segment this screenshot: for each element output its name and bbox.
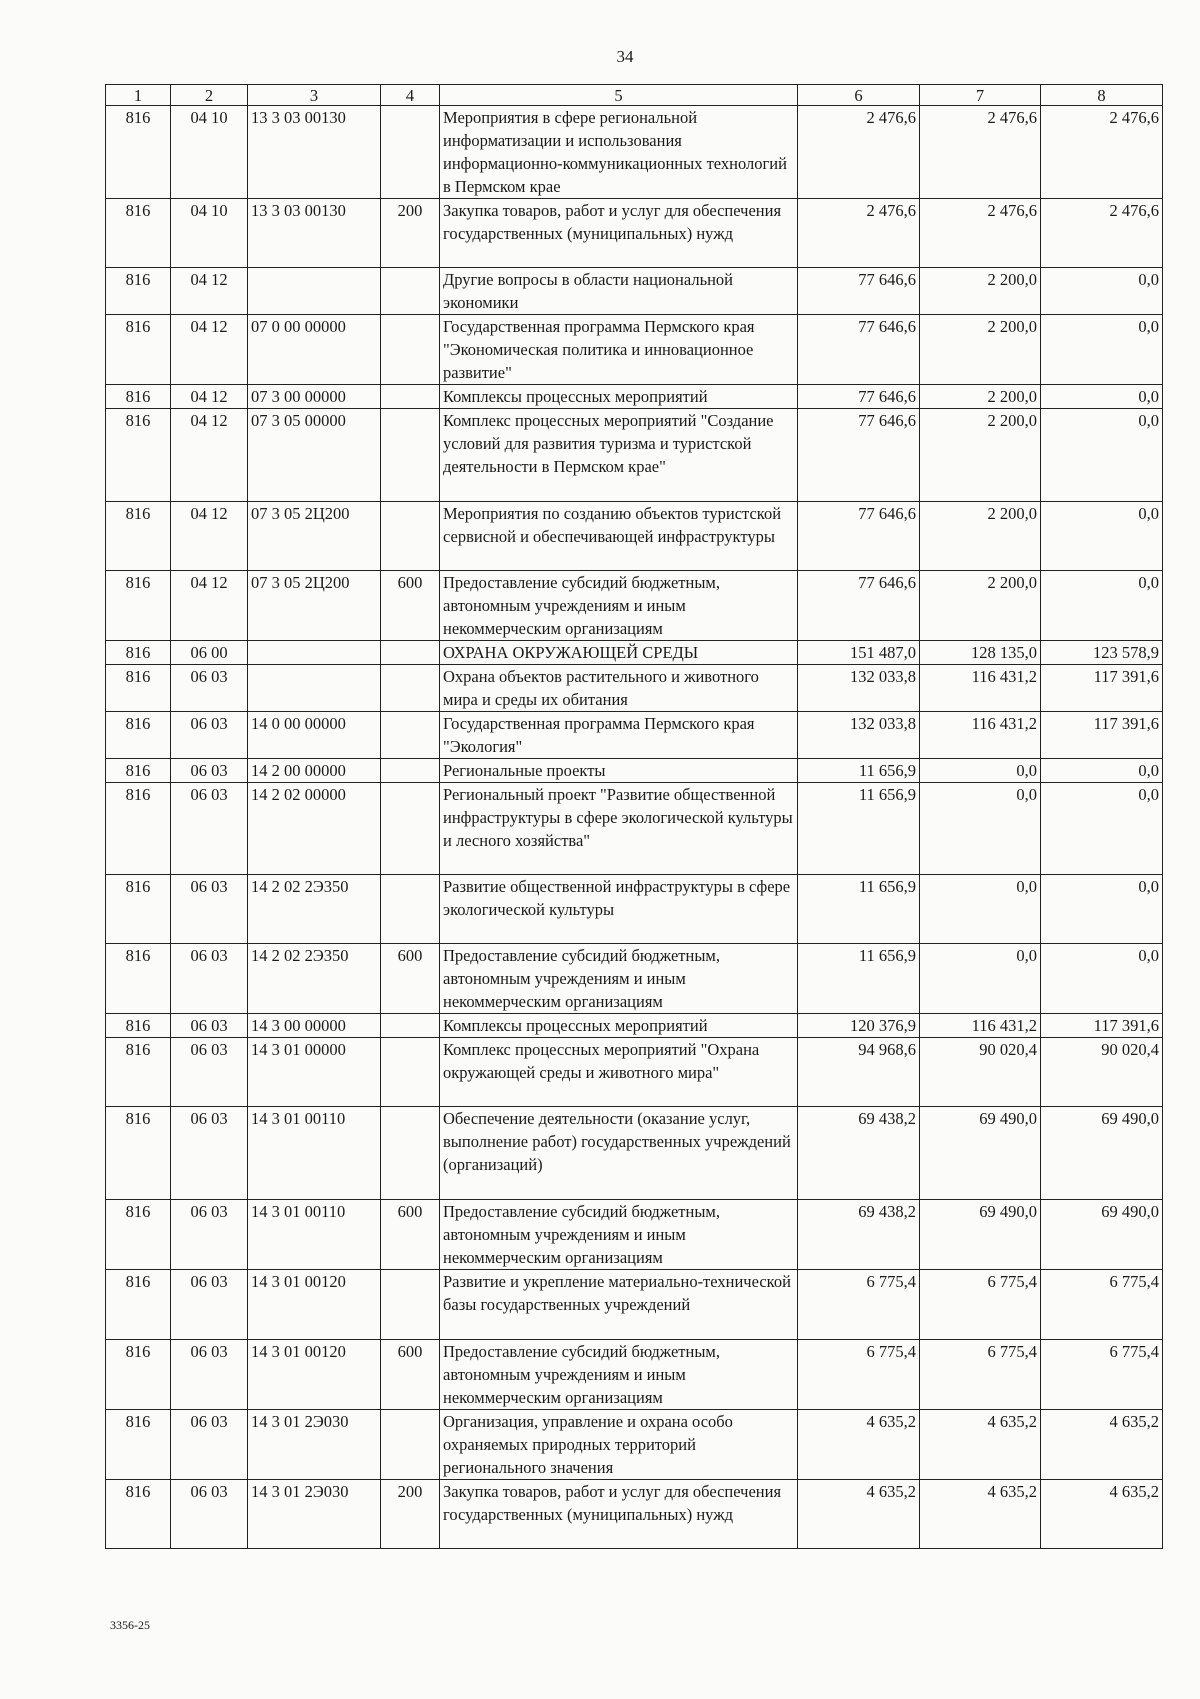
description-cell: Региональные проекты <box>440 759 798 783</box>
table-row <box>106 944 1163 1014</box>
expense-type-cell <box>381 1410 440 1480</box>
admin-code-cell: 816 <box>106 315 171 385</box>
amount-2026-cell: 0,0 <box>920 875 1041 944</box>
target-article-cell: 13 3 03 00130 <box>248 106 381 199</box>
table-row <box>106 875 1163 944</box>
amount-2026-cell: 2 200,0 <box>920 571 1041 641</box>
section-code-cell: 06 03 <box>171 1014 248 1038</box>
amount-2025-cell: 4 635,2 <box>798 1410 920 1480</box>
header-cell: 7 <box>920 85 1041 106</box>
description-cell: Охрана объектов растительного и животного мира и среды их обитания <box>440 665 798 712</box>
expense-type-cell <box>381 502 440 571</box>
table-row <box>106 385 1163 409</box>
amount-2026-cell: 2 200,0 <box>920 268 1041 315</box>
description-cell: Предоставление субсидий бюджетным, автономным учреждениям и иным некоммерческим организациям <box>440 571 798 641</box>
section-code-cell: 04 12 <box>171 409 248 502</box>
amount-2026-cell: 116 431,2 <box>920 712 1041 759</box>
description-cell: Организация, управление и охрана особо охраняемых природных территорий регионального значения <box>440 1410 798 1480</box>
amount-2025-cell: 11 656,9 <box>798 783 920 875</box>
target-article-cell: 14 3 01 00110 <box>248 1107 381 1200</box>
section-code-cell: 06 03 <box>171 1200 248 1270</box>
description-cell: Мероприятия по созданию объектов туристской сервисной и обеспечивающей инфраструктуры <box>440 502 798 571</box>
table-row <box>106 1410 1163 1480</box>
amount-2026-cell: 2 200,0 <box>920 502 1041 571</box>
amount-2025-cell: 77 646,6 <box>798 268 920 315</box>
admin-code-cell: 816 <box>106 502 171 571</box>
admin-code-cell: 816 <box>106 712 171 759</box>
target-article-cell: 14 0 00 00000 <box>248 712 381 759</box>
section-code-cell: 06 03 <box>171 1107 248 1200</box>
amount-2026-cell: 6 775,4 <box>920 1340 1041 1410</box>
amount-2026-cell: 116 431,2 <box>920 665 1041 712</box>
target-article-cell: 14 2 02 2Э350 <box>248 944 381 1014</box>
header-cell: 5 <box>440 85 798 106</box>
amount-2027-cell: 2 476,6 <box>1041 106 1163 199</box>
target-article-cell: 07 3 00 00000 <box>248 385 381 409</box>
amount-2027-cell: 69 490,0 <box>1041 1200 1163 1270</box>
expense-type-cell <box>381 1107 440 1200</box>
description-cell: Предоставление субсидий бюджетным, автономным учреждениям и иным некоммерческим организациям <box>440 1340 798 1410</box>
section-code-cell: 04 12 <box>171 385 248 409</box>
target-article-cell: 14 3 01 00110 <box>248 1200 381 1270</box>
amount-2025-cell: 11 656,9 <box>798 944 920 1014</box>
amount-2026-cell: 4 635,2 <box>920 1410 1041 1480</box>
table-row <box>106 315 1163 385</box>
section-code-cell: 04 10 <box>171 199 248 268</box>
table-row <box>106 106 1163 199</box>
table-row <box>106 1200 1163 1270</box>
description-cell: Комплексы процессных мероприятий <box>440 385 798 409</box>
amount-2026-cell: 6 775,4 <box>920 1270 1041 1340</box>
section-code-cell: 04 12 <box>171 268 248 315</box>
amount-2026-cell: 2 200,0 <box>920 409 1041 502</box>
expense-type-cell: 600 <box>381 1200 440 1270</box>
amount-2027-cell: 6 775,4 <box>1041 1270 1163 1340</box>
admin-code-cell: 816 <box>106 268 171 315</box>
section-code-cell: 04 10 <box>171 106 248 199</box>
amount-2027-cell: 0,0 <box>1041 385 1163 409</box>
amount-2025-cell: 94 968,6 <box>798 1038 920 1107</box>
table-row <box>106 1340 1163 1410</box>
table-row <box>106 712 1163 759</box>
admin-code-cell: 816 <box>106 571 171 641</box>
section-code-cell: 06 03 <box>171 1340 248 1410</box>
table-row <box>106 571 1163 641</box>
amount-2027-cell: 0,0 <box>1041 944 1163 1014</box>
amount-2027-cell: 4 635,2 <box>1041 1480 1163 1549</box>
amount-2027-cell: 4 635,2 <box>1041 1410 1163 1480</box>
amount-2026-cell: 0,0 <box>920 759 1041 783</box>
expense-type-cell: 600 <box>381 571 440 641</box>
target-article-cell <box>248 665 381 712</box>
target-article-cell: 14 3 01 00120 <box>248 1270 381 1340</box>
amount-2027-cell: 0,0 <box>1041 502 1163 571</box>
table-row <box>106 502 1163 571</box>
admin-code-cell: 816 <box>106 1014 171 1038</box>
target-article-cell: 14 3 01 00000 <box>248 1038 381 1107</box>
target-article-cell: 14 3 01 2Э030 <box>248 1480 381 1549</box>
amount-2027-cell: 0,0 <box>1041 783 1163 875</box>
section-code-cell: 06 03 <box>171 1410 248 1480</box>
header-cell: 4 <box>381 85 440 106</box>
description-cell: Региональный проект "Развитие общественной инфраструктуры в сфере экологической культуры и лесного хозяйства" <box>440 783 798 875</box>
amount-2025-cell: 151 487,0 <box>798 641 920 665</box>
expense-type-cell <box>381 875 440 944</box>
admin-code-cell: 816 <box>106 1410 171 1480</box>
table-row <box>106 199 1163 268</box>
amount-2025-cell: 77 646,6 <box>798 502 920 571</box>
target-article-cell: 07 0 00 00000 <box>248 315 381 385</box>
description-cell: Государственная программа Пермского края "Экология" <box>440 712 798 759</box>
amount-2026-cell: 69 490,0 <box>920 1200 1041 1270</box>
description-cell: Предоставление субсидий бюджетным, автономным учреждениям и иным некоммерческим организациям <box>440 944 798 1014</box>
amount-2027-cell: 6 775,4 <box>1041 1340 1163 1410</box>
amount-2025-cell: 77 646,6 <box>798 385 920 409</box>
admin-code-cell: 816 <box>106 199 171 268</box>
page-number: 34 <box>616 47 634 66</box>
table-row <box>106 1014 1163 1038</box>
expense-type-cell <box>381 641 440 665</box>
section-code-cell: 04 12 <box>171 571 248 641</box>
target-article-cell: 14 2 02 00000 <box>248 783 381 875</box>
amount-2025-cell: 120 376,9 <box>798 1014 920 1038</box>
expense-type-cell: 600 <box>381 1340 440 1410</box>
expense-type-cell: 200 <box>381 1480 440 1549</box>
amount-2026-cell: 2 200,0 <box>920 315 1041 385</box>
expense-type-cell <box>381 268 440 315</box>
expense-type-cell <box>381 1014 440 1038</box>
admin-code-cell: 816 <box>106 1038 171 1107</box>
amount-2027-cell: 117 391,6 <box>1041 665 1163 712</box>
description-cell: Закупка товаров, работ и услуг для обеспечения государственных (муниципальных) нужд <box>440 199 798 268</box>
section-code-cell: 04 12 <box>171 502 248 571</box>
amount-2025-cell: 69 438,2 <box>798 1107 920 1200</box>
section-code-cell: 06 03 <box>171 1480 248 1549</box>
amount-2027-cell: 0,0 <box>1041 759 1163 783</box>
expense-type-cell <box>381 106 440 199</box>
admin-code-cell: 816 <box>106 665 171 712</box>
amount-2027-cell: 69 490,0 <box>1041 1107 1163 1200</box>
amount-2026-cell: 90 020,4 <box>920 1038 1041 1107</box>
admin-code-cell: 816 <box>106 385 171 409</box>
amount-2027-cell: 123 578,9 <box>1041 641 1163 665</box>
description-cell: ОХРАНА ОКРУЖАЮЩЕЙ СРЕДЫ <box>440 641 798 665</box>
target-article-cell: 07 3 05 2Ц200 <box>248 502 381 571</box>
amount-2025-cell: 11 656,9 <box>798 875 920 944</box>
document-code: 3356-25 <box>110 1618 150 1632</box>
description-cell: Развитие и укрепление материально-технической базы государственных учреждений <box>440 1270 798 1340</box>
admin-code-cell: 816 <box>106 1340 171 1410</box>
table-row <box>106 1038 1163 1107</box>
expense-type-cell <box>381 1038 440 1107</box>
admin-code-cell: 816 <box>106 641 171 665</box>
expense-type-cell <box>381 1270 440 1340</box>
section-code-cell: 06 03 <box>171 944 248 1014</box>
admin-code-cell: 816 <box>106 1200 171 1270</box>
table-row <box>106 1270 1163 1340</box>
section-code-cell: 06 03 <box>171 665 248 712</box>
amount-2025-cell: 77 646,6 <box>798 409 920 502</box>
amount-2026-cell: 2 476,6 <box>920 106 1041 199</box>
target-article-cell <box>248 268 381 315</box>
expense-type-cell: 600 <box>381 944 440 1014</box>
amount-2027-cell: 0,0 <box>1041 571 1163 641</box>
amount-2027-cell: 117 391,6 <box>1041 1014 1163 1038</box>
amount-2026-cell: 2 476,6 <box>920 199 1041 268</box>
section-code-cell: 06 03 <box>171 759 248 783</box>
section-code-cell: 04 12 <box>171 315 248 385</box>
expense-type-cell <box>381 712 440 759</box>
header-cell: 1 <box>106 85 171 106</box>
amount-2026-cell: 0,0 <box>920 944 1041 1014</box>
section-code-cell: 06 03 <box>171 712 248 759</box>
expense-type-cell <box>381 315 440 385</box>
description-cell: Комплекс процессных мероприятий "Охрана окружающей среды и животного мира" <box>440 1038 798 1107</box>
amount-2025-cell: 6 775,4 <box>798 1340 920 1410</box>
description-cell: Другие вопросы в области национальной экономики <box>440 268 798 315</box>
table-row <box>106 268 1163 315</box>
amount-2026-cell: 2 200,0 <box>920 385 1041 409</box>
description-cell: Мероприятия в сфере региональной информатизации и использования информационно-коммуникационных технологий в Пермском крае <box>440 106 798 199</box>
admin-code-cell: 816 <box>106 1107 171 1200</box>
expense-type-cell <box>381 385 440 409</box>
amount-2025-cell: 2 476,6 <box>798 106 920 199</box>
table-row <box>106 759 1163 783</box>
header-cell: 2 <box>171 85 248 106</box>
amount-2025-cell: 6 775,4 <box>798 1270 920 1340</box>
amount-2027-cell: 0,0 <box>1041 409 1163 502</box>
amount-2025-cell: 11 656,9 <box>798 759 920 783</box>
expense-type-cell: 200 <box>381 199 440 268</box>
table-row <box>106 783 1163 875</box>
amount-2026-cell: 4 635,2 <box>920 1480 1041 1549</box>
description-cell: Комплекс процессных мероприятий "Создание условий для развития туризма и туристской деятельности в Пермском крае" <box>440 409 798 502</box>
admin-code-cell: 816 <box>106 875 171 944</box>
amount-2026-cell: 128 135,0 <box>920 641 1041 665</box>
expense-type-cell <box>381 665 440 712</box>
target-article-cell: 14 2 02 2Э350 <box>248 875 381 944</box>
target-article-cell <box>248 641 381 665</box>
admin-code-cell: 816 <box>106 106 171 199</box>
header-cell: 8 <box>1041 85 1163 106</box>
expense-type-cell <box>381 409 440 502</box>
budget-table <box>105 84 1163 1549</box>
amount-2027-cell: 2 476,6 <box>1041 199 1163 268</box>
admin-code-cell: 816 <box>106 1270 171 1340</box>
admin-code-cell: 816 <box>106 783 171 875</box>
table-row <box>106 1480 1163 1549</box>
description-cell: Обеспечение деятельности (оказание услуг, выполнение работ) государственных учреждений (организаций) <box>440 1107 798 1200</box>
amount-2027-cell: 0,0 <box>1041 268 1163 315</box>
description-cell: Государственная программа Пермского края "Экономическая политика и инновационное развитие" <box>440 315 798 385</box>
target-article-cell: 14 3 00 00000 <box>248 1014 381 1038</box>
description-cell: Предоставление субсидий бюджетным, автономным учреждениям и иным некоммерческим организациям <box>440 1200 798 1270</box>
amount-2025-cell: 77 646,6 <box>798 571 920 641</box>
description-cell: Комплексы процессных мероприятий <box>440 1014 798 1038</box>
target-article-cell: 14 3 01 2Э030 <box>248 1410 381 1480</box>
target-article-cell: 13 3 03 00130 <box>248 199 381 268</box>
header-row <box>106 85 1163 106</box>
amount-2025-cell: 69 438,2 <box>798 1200 920 1270</box>
section-code-cell: 06 00 <box>171 641 248 665</box>
expense-type-cell <box>381 783 440 875</box>
section-code-cell: 06 03 <box>171 783 248 875</box>
table-row <box>106 409 1163 502</box>
section-code-cell: 06 03 <box>171 875 248 944</box>
amount-2026-cell: 0,0 <box>920 783 1041 875</box>
admin-code-cell: 816 <box>106 1480 171 1549</box>
section-code-cell: 06 03 <box>171 1270 248 1340</box>
table-row <box>106 665 1163 712</box>
amount-2026-cell: 116 431,2 <box>920 1014 1041 1038</box>
table-row <box>106 1107 1163 1200</box>
header-cell: 3 <box>248 85 381 106</box>
amount-2025-cell: 4 635,2 <box>798 1480 920 1549</box>
amount-2027-cell: 0,0 <box>1041 875 1163 944</box>
amount-2025-cell: 132 033,8 <box>798 712 920 759</box>
target-article-cell: 07 3 05 00000 <box>248 409 381 502</box>
amount-2025-cell: 2 476,6 <box>798 199 920 268</box>
admin-code-cell: 816 <box>106 409 171 502</box>
description-cell: Развитие общественной инфраструктуры в сфере экологической культуры <box>440 875 798 944</box>
section-code-cell: 06 03 <box>171 1038 248 1107</box>
amount-2026-cell: 69 490,0 <box>920 1107 1041 1200</box>
table-row <box>106 641 1163 665</box>
target-article-cell: 07 3 05 2Ц200 <box>248 571 381 641</box>
amount-2027-cell: 117 391,6 <box>1041 712 1163 759</box>
admin-code-cell: 816 <box>106 944 171 1014</box>
amount-2025-cell: 77 646,6 <box>798 315 920 385</box>
expense-type-cell <box>381 759 440 783</box>
amount-2027-cell: 90 020,4 <box>1041 1038 1163 1107</box>
admin-code-cell: 816 <box>106 759 171 783</box>
description-cell: Закупка товаров, работ и услуг для обеспечения государственных (муниципальных) нужд <box>440 1480 798 1549</box>
amount-2027-cell: 0,0 <box>1041 315 1163 385</box>
header-cell: 6 <box>798 85 920 106</box>
target-article-cell: 14 3 01 00120 <box>248 1340 381 1410</box>
amount-2025-cell: 132 033,8 <box>798 665 920 712</box>
target-article-cell: 14 2 00 00000 <box>248 759 381 783</box>
